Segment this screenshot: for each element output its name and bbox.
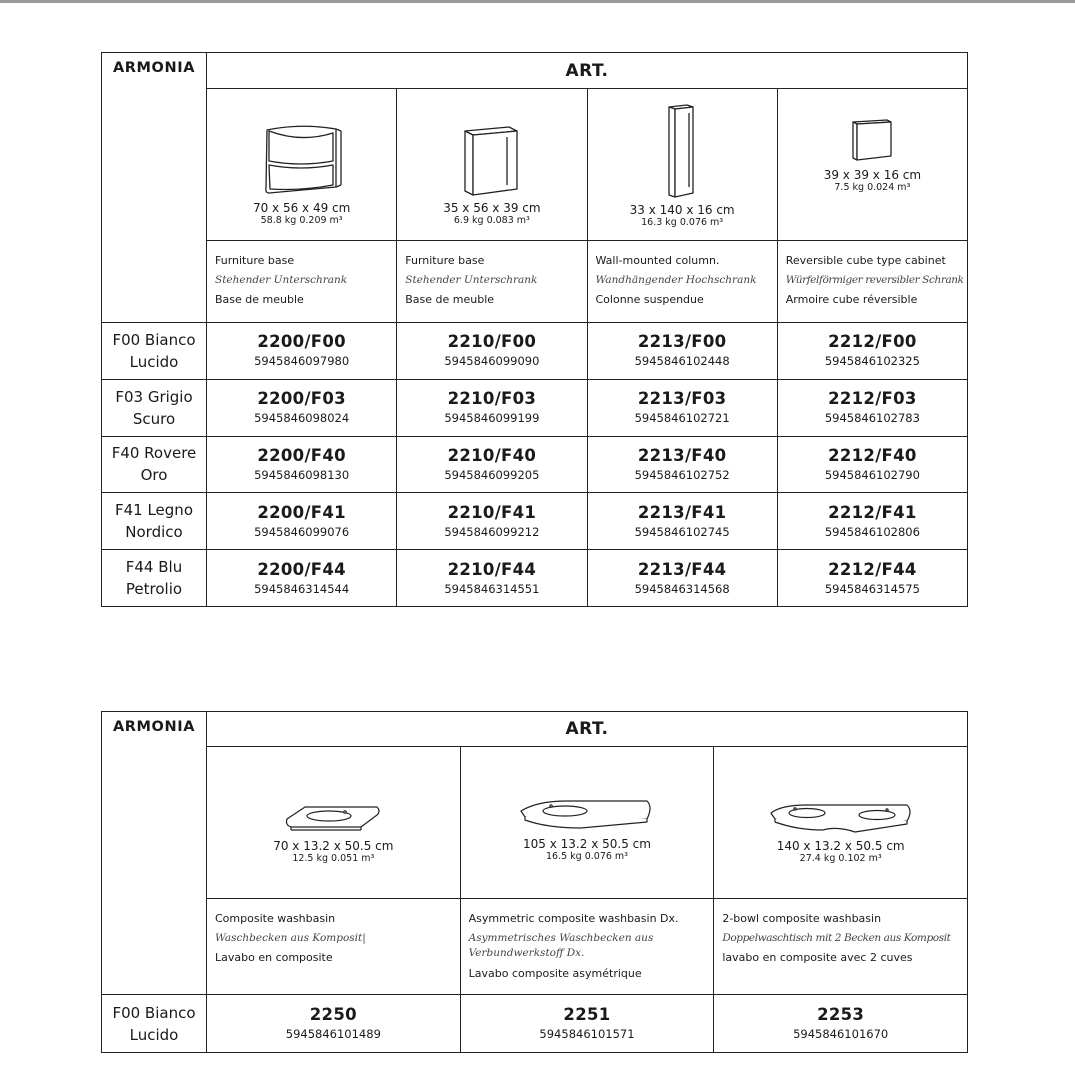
- product-description: [397, 241, 587, 323]
- article-cell: [778, 493, 968, 550]
- top-rule: [0, 0, 1075, 3]
- finish-subname: Scuro: [132, 409, 176, 428]
- description-en: Furniture base: [215, 254, 295, 267]
- art-header: ART.: [207, 712, 968, 747]
- ean-code: 5945846101670: [793, 1027, 889, 1041]
- product-image-cell: [778, 89, 968, 241]
- description-fr: Lavabo en composite: [215, 951, 333, 964]
- description-en: Composite washbasin: [215, 912, 336, 925]
- ean-code: 5945846102790: [824, 467, 920, 482]
- finish-subname: Petrolio: [125, 580, 183, 599]
- ean-code: 5945846102752: [634, 467, 730, 482]
- article-cell: [461, 995, 715, 1053]
- product-dimensions: 33 x 140 x 16 cm: [629, 203, 735, 217]
- ean-code: 5945846097980: [254, 354, 350, 369]
- brand-label: ARMONIA: [102, 53, 207, 323]
- description-en: Furniture base: [405, 254, 485, 267]
- product-dimensions: 35 x 56 x 39 cm: [443, 201, 541, 215]
- product-image-cell: [397, 89, 587, 241]
- article-number: 2213/F41: [637, 502, 727, 522]
- product-description: [588, 241, 778, 323]
- description-en: Reversible cube type cabinet: [785, 254, 946, 267]
- article-cell: [778, 437, 968, 494]
- finish-subname: Oro: [140, 466, 168, 485]
- article-cell: [207, 550, 397, 607]
- finish-label: [102, 323, 207, 380]
- finish-label: [102, 380, 207, 437]
- article-number: 2212/F03: [828, 389, 917, 409]
- article-cell: [778, 380, 968, 437]
- article-number: 2213/F00: [637, 332, 727, 352]
- product-weight-volume: 58.8 kg 0.209 m³: [260, 215, 343, 226]
- product-dimensions: 70 x 56 x 49 cm: [252, 201, 351, 215]
- washbasin-icon: [283, 801, 383, 835]
- article-number: 2212/F40: [828, 445, 917, 465]
- article-number: 2200/F03: [257, 389, 346, 409]
- article-number: 2213/F44: [637, 559, 727, 579]
- article-cell: [778, 550, 968, 607]
- article-number: 2210/F03: [447, 389, 537, 409]
- article-cell: [588, 437, 778, 494]
- article-number: 2212/F44: [828, 559, 917, 579]
- article-cell: [588, 493, 778, 550]
- product-weight-volume: 6.9 kg 0.083 m³: [453, 215, 530, 226]
- product-image-cell: [207, 89, 397, 241]
- ean-code: 5945846101489: [285, 1027, 381, 1041]
- description-en: 2-bowl composite washbasin: [722, 912, 882, 925]
- finish-name: F03 Grigio: [115, 387, 193, 406]
- article-cell: [207, 437, 397, 494]
- article-cell: [397, 550, 587, 607]
- single-door-base-icon: [461, 123, 523, 197]
- ean-code: 5945846099090: [444, 354, 540, 369]
- description-de: Stehender Unterschrank: [405, 273, 538, 286]
- description-de: Wandhängender Hochschrank: [595, 273, 757, 286]
- ean-code: 5945846098130: [254, 467, 350, 482]
- finish-name: F44 Blu: [125, 558, 183, 577]
- description-fr: Colonne suspendue: [595, 293, 704, 306]
- article-number: 2212/F00: [828, 332, 917, 352]
- article-number: 2251: [563, 1005, 611, 1024]
- ean-code: 5945846102806: [824, 524, 920, 539]
- finish-label: [102, 437, 207, 494]
- product-image-cell: [588, 89, 778, 241]
- product-description: [461, 899, 715, 995]
- ean-code: 5945846102325: [824, 354, 920, 369]
- article-number: 2212/F41: [828, 502, 917, 522]
- finish-label: [102, 995, 207, 1053]
- finish-name: F40 Rovere: [111, 444, 197, 463]
- product-dimensions: 140 x 13.2 x 50.5 cm: [776, 839, 905, 853]
- description-de: Waschbecken aus Komposit|: [215, 931, 366, 944]
- article-cell: [714, 995, 968, 1053]
- description-fr: lavabo en composite avec 2 cuves: [722, 951, 913, 964]
- article-number: 2253: [817, 1005, 865, 1024]
- article-cell: [397, 380, 587, 437]
- article-number: 2210/F00: [447, 332, 537, 352]
- ean-code: 5945846314544: [254, 581, 350, 596]
- article-number: 2250: [309, 1005, 357, 1024]
- product-weight-volume: 16.5 kg 0.076 m³: [545, 851, 628, 862]
- description-fr: Armoire cube réversible: [785, 293, 918, 306]
- article-cell: [397, 323, 587, 380]
- description-fr: Base de meuble: [215, 293, 304, 306]
- ean-code: 5945846314568: [634, 581, 730, 596]
- cube-cabinet-icon: [849, 118, 895, 164]
- ean-code: 5945846102745: [634, 524, 730, 539]
- ean-code: 5945846099205: [444, 467, 540, 482]
- art-header: ART.: [207, 53, 968, 89]
- double-washbasin-icon: [767, 801, 915, 835]
- article-cell: [588, 323, 778, 380]
- ean-code: 5945846098024: [254, 411, 350, 426]
- article-number: 2210/F44: [447, 559, 537, 579]
- article-number: 2210/F41: [447, 502, 537, 522]
- article-number: 2200/F44: [257, 559, 346, 579]
- product-image-cell: [461, 747, 715, 899]
- article-cell: [207, 995, 461, 1053]
- column-cabinet-icon: [665, 103, 699, 199]
- ean-code: 5945846099212: [444, 524, 540, 539]
- article-number: 2210/F40: [447, 445, 537, 465]
- article-cell: [588, 550, 778, 607]
- article-cell: [397, 493, 587, 550]
- article-cell: [207, 493, 397, 550]
- ean-code: 5945846314575: [824, 581, 920, 596]
- article-cell: [207, 323, 397, 380]
- article-cell: [397, 437, 587, 494]
- article-cell: [588, 380, 778, 437]
- article-number: 2213/F03: [637, 389, 727, 409]
- article-cell: [207, 380, 397, 437]
- finish-name: F41 Legno: [114, 501, 193, 520]
- article-number: 2200/F00: [257, 332, 346, 352]
- product-description: [714, 899, 968, 995]
- description-fr: Lavabo composite asymétrique: [468, 966, 642, 980]
- description-de: Doppelwaschtisch mit 2 Becken aus Komposit: [722, 931, 951, 944]
- finish-label: [102, 493, 207, 550]
- finish-subname: Lucido: [129, 352, 179, 371]
- description-de: Stehender Unterschrank: [215, 273, 348, 286]
- product-weight-volume: 7.5 kg 0.024 m³: [834, 182, 911, 193]
- product-weight-volume: 27.4 kg 0.102 m³: [799, 853, 882, 864]
- finish-subname: Nordico: [125, 523, 183, 542]
- ean-code: 5945846102783: [824, 411, 920, 426]
- product-table-cabinets: [101, 52, 968, 607]
- finish-label: [102, 550, 207, 607]
- product-dimensions: 39 x 39 x 16 cm: [823, 168, 922, 182]
- article-number: 2200/F41: [257, 502, 346, 522]
- ean-code: 5945846101571: [539, 1027, 635, 1041]
- finish-subname: Lucido: [129, 1025, 179, 1044]
- ean-code: 5945846102448: [634, 354, 730, 369]
- description-fr: Base de meuble: [405, 293, 495, 306]
- asymmetric-washbasin-icon: [517, 797, 657, 833]
- product-image-cell: [714, 747, 968, 899]
- product-weight-volume: 16.3 kg 0.076 m³: [641, 217, 724, 228]
- drawer-base-icon: [261, 121, 343, 197]
- description-en: Wall-mounted column.: [595, 254, 720, 267]
- product-weight-volume: 12.5 kg 0.051 m³: [292, 853, 375, 864]
- article-cell: [778, 323, 968, 380]
- ean-code: 5945846314551: [444, 581, 540, 596]
- description-en: Asymmetric composite washbasin Dx.: [468, 912, 679, 925]
- product-description: [207, 899, 461, 995]
- ean-code: 5945846099076: [254, 524, 350, 539]
- description-de: Würfelförmiger reversibler Schrank: [785, 273, 964, 286]
- finish-name: F00 Bianco: [112, 330, 196, 349]
- product-dimensions: 105 x 13.2 x 50.5 cm: [523, 837, 651, 851]
- article-number: 2213/F40: [637, 445, 727, 465]
- product-description: [207, 241, 397, 323]
- ean-code: 5945846102721: [634, 411, 730, 426]
- finish-name: F00 Bianco: [112, 1003, 196, 1022]
- article-number: 2200/F40: [257, 445, 346, 465]
- product-image-cell: [207, 747, 461, 899]
- product-table-washbasins: [101, 711, 968, 1053]
- product-dimensions: 70 x 13.2 x 50.5 cm: [273, 839, 394, 853]
- product-description: [778, 241, 968, 323]
- brand-label: ARMONIA: [102, 712, 207, 995]
- description-de: Asymmetrisches Waschbecken aus Verbundwerkstoff Dx.: [468, 931, 654, 959]
- ean-code: 5945846099199: [444, 411, 540, 426]
